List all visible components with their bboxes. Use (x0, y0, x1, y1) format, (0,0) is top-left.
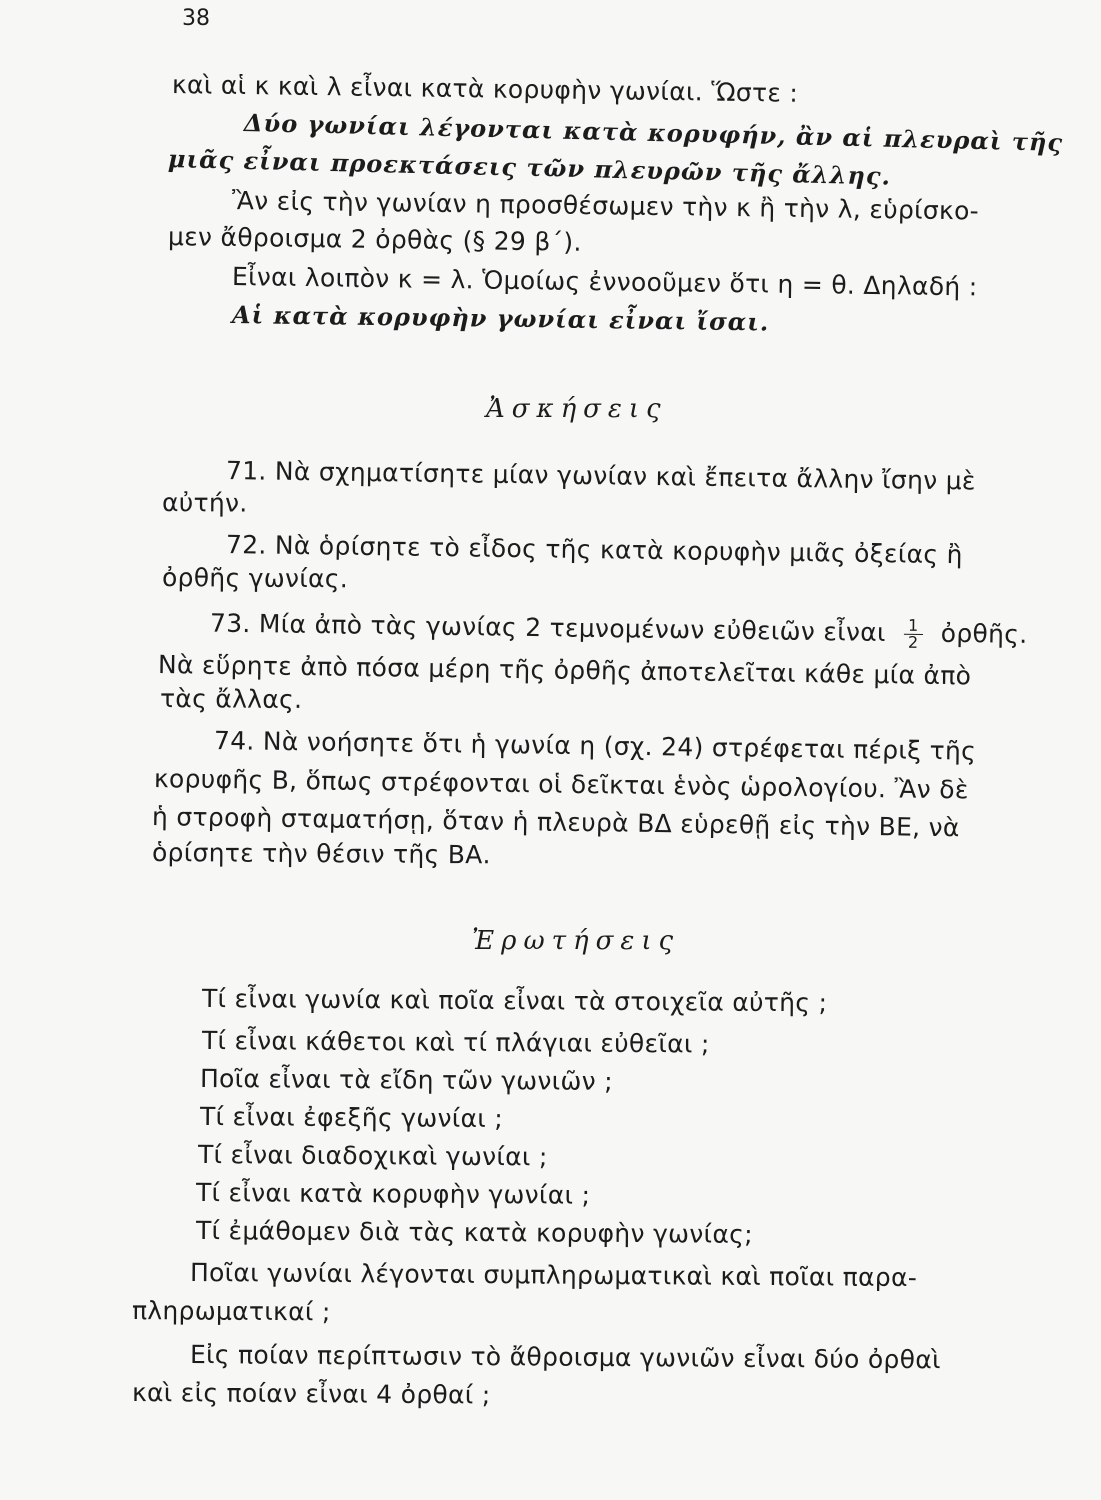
fraction-one-half (904, 615, 923, 652)
exercise-line: 71. Νὰ σχηματίσητε μίαν γωνίαν καὶ ἔπειτα ἄλλην ἴσην μὲ (225, 456, 976, 496)
exercise-line: ὁρίσητε τὴν θέσιν τῆς ΒΑ. (151, 838, 491, 870)
question-line: Τί εἶναι κάθετοι καὶ τί πλάγιαι εὐθεῖαι ; (201, 1026, 710, 1059)
exercises-heading: Ἀσκήσεις (486, 394, 668, 424)
intro-line: Ἂν εἰς τὴν γωνίαν η προσθέσωμεν τὴν κ ἢ τὴν λ, εὑρίσκο- (231, 186, 980, 226)
exercise-line: ὀρθῆς γωνίας. (161, 563, 349, 594)
exercise-line: τὰς ἄλλας. (159, 684, 303, 714)
intro-line: Εἶναι λοιπὸν κ = λ. Ὁμοίως ἐννοοῦμεν ὅτι η = θ. Δηλαδή : (231, 262, 978, 302)
fraction-numerator: 1 (904, 618, 923, 635)
question-line: πληρωματικαί ; (131, 1296, 331, 1327)
page-number: 38 (182, 6, 210, 31)
questions-heading: Ἐρωτήσεις (472, 926, 681, 956)
question-line: καὶ εἰς ποίαν εἶναι 4 ὀρθαί ; (131, 1378, 491, 1410)
question-line: Τί ἐμάθομεν διὰ τὰς κατὰ κορυφὴν γωνίας; (195, 1216, 753, 1249)
exercise-line: 72. Νὰ ὁρίσητε τὸ εἶδος τῆς κατὰ κορυφὴν μιᾶς ὀξείας ἢ (225, 530, 963, 570)
intro-line: καὶ αἱ κ καὶ λ εἶναι κατὰ κορυφὴν γωνίαι. Ὥστε : (171, 70, 799, 108)
exercise-line: 74. Νὰ νοήσητε ὅτι ἡ γωνία η (σχ. 24) στρέφεται πέριξ τῆς (213, 726, 977, 766)
question-line: Εἰς ποίαν περίπτωσιν τὸ ἄθροισμα γωνιῶν εἶναι δύο ὀρθαὶ (189, 1340, 941, 1375)
exercise-73-text: 73. Μία ἀπὸ τὰς γωνίας 2 τεμνομένων εὐθειῶν εἶναι (209, 608, 886, 647)
question-line: Τί εἶναι κατὰ κορυφὴν γωνίαι ; (195, 1178, 591, 1210)
exercise-73-unit: ὀρθῆς. (940, 618, 1028, 649)
exercise-line: ἡ στροφὴ σταματήσῃ, ὅταν ἡ πλευρὰ ΒΔ εὑρεθῇ εἰς τὴν ΒΕ, νὰ (151, 802, 960, 843)
intro-line: μεν ἄθροισμα 2 ὀρθὰς (§ 29 β΄). (167, 222, 582, 257)
theorem-line: Αἱ κατὰ κορυφὴν γωνίαι εἶναι ἴσαι. (231, 300, 770, 337)
question-line: Τί εἶναι γωνία καὶ ποῖα εἶναι τὰ στοιχεῖα αὐτῆς ; (201, 984, 828, 1018)
exercise-line: αὐτήν. (161, 488, 248, 518)
question-line: Τί εἶναι ἐφεξῆς γωνίαι ; (199, 1102, 504, 1134)
fraction-denominator: 2 (907, 632, 919, 652)
question-line: Ποῖα εἶναι τὰ εἴδη τῶν γωνιῶν ; (199, 1064, 614, 1096)
exercise-line: Νὰ εὕρητε ἀπὸ πόσα μέρη τῆς ὀρθῆς ἀποτελεῖται κάθε μία ἀπὸ (157, 650, 972, 691)
definition-line: μιᾶς εἶναι προεκτάσεις τῶν πλευρῶν τῆς ἄλλης. (167, 144, 892, 191)
exercise-line-with-fraction (210, 608, 1028, 652)
exercise-line: κορυφῆς Β, ὅπως στρέφονται οἱ δεῖκται ἑνὸς ὡρολογίου. Ἂν δὲ (153, 764, 969, 805)
question-line: Ποῖαι γωνίαι λέγονται συμπληρωματικαὶ καὶ ποῖαι παρα- (189, 1258, 918, 1293)
question-line: Τί εἶναι διαδοχικαὶ γωνίαι ; (197, 1140, 548, 1172)
definition-line: Δύο γωνίαι λέγονται κατὰ κορυφήν, ἂν αἱ πλευραὶ τῆς (243, 108, 1064, 158)
